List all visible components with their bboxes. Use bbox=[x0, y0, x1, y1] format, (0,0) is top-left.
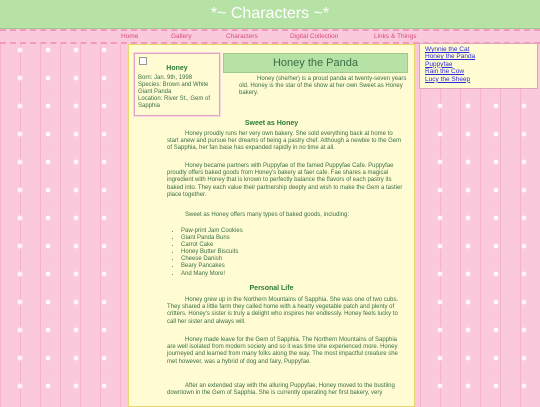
infobox-born: Born: Jan. 9th, 1998 bbox=[138, 75, 193, 81]
list-item: • Giant Panda Buns bbox=[181, 235, 243, 242]
character-infobox bbox=[134, 53, 220, 116]
nav-characters-link[interactable]: Characters bbox=[226, 33, 258, 40]
broken-image-icon bbox=[139, 57, 147, 65]
sidebar-item-lucy[interactable]: Lucy the Sheep bbox=[425, 75, 471, 83]
site-title: *~ Characters ~* bbox=[210, 5, 330, 22]
personal-paragraph-3: After an extended stay with the alluring Puppyfae, Honey moved to the bustling downtown in the Gem of Sapphia. She is currently operating her first bakery, very bbox=[167, 383, 395, 397]
top-nav bbox=[0, 29, 540, 44]
sweet-paragraph-1: Honey proudly runs her very own bakery. She sold everything back at home to start anew and pursue her dreams of being a pastry chef. Although a newbie to the Gem of Sapphia, her fan base has expanded rapidly in no time at all. bbox=[167, 131, 402, 152]
intro-paragraph: Honey (she/her) is a proud panda at twenty-seven years old. Honey is the star of the show at her own Sweet as Honey bakery. bbox=[239, 76, 407, 97]
sidebar-item-honey[interactable]: Honey the Panda bbox=[425, 53, 476, 61]
sweet-paragraph-3: Sweet as Honey offers many types of baked goods, including: bbox=[185, 212, 349, 218]
sidebar-item-wynnie[interactable]: Wynnie the Cat bbox=[425, 46, 470, 53]
section-heading-sweet: Sweet as Honey bbox=[244, 120, 299, 127]
section-heading-personal: Personal Life bbox=[249, 285, 294, 292]
list-item: • Honey Butter Biscuits bbox=[181, 249, 243, 256]
list-item: • And Many More! bbox=[181, 271, 243, 278]
list-item: • Cheese Danish bbox=[181, 256, 243, 263]
character-content-panel bbox=[128, 44, 415, 407]
infobox-species: Species: Brown and White Giant Panda bbox=[138, 82, 209, 95]
list-item: • Paw-print Jam Cookies bbox=[181, 228, 243, 235]
nav-gallery-link[interactable]: Gallery bbox=[171, 33, 192, 40]
site-header bbox=[0, 0, 540, 29]
infobox-name: Honey bbox=[166, 65, 188, 72]
infobox-facts bbox=[138, 75, 218, 110]
character-sidebar bbox=[419, 43, 538, 89]
nav-digital-collection-link[interactable]: Digital Collection bbox=[290, 33, 339, 40]
infobox-location: Location: River St., Gem of Sapphia bbox=[138, 96, 211, 109]
nav-home-link[interactable]: Home bbox=[121, 33, 139, 40]
list-item: • Beary Pancakes bbox=[181, 263, 243, 270]
nav-links-things-link[interactable]: Links & Things bbox=[374, 33, 417, 40]
page-title: Honey the Panda bbox=[223, 53, 408, 73]
list-item: • Carrot Cake bbox=[181, 242, 243, 249]
sidebar-item-puppyfae[interactable]: Puppyfae bbox=[425, 60, 453, 68]
sweet-paragraph-2: Honey became partners with Puppyfae of the famed Puppyfae Cafe. Puppyfae proudly offers baked goods from Honey's bakery at faer cafe. Fae shares a magical ingredient with Honey that is known to perfectly balance the flavors of each pastry its baked into. They each value their partnership deeply and wish to make the Gem a tastier place together. bbox=[167, 163, 403, 198]
personal-paragraph-2: Honey made leave for the Gem of Sapphia. The Northern Mountains of Sapphia are well isolated from modern society and so it was time she experienced more. Honey journeyed and learned from many folks along the way. The most impactful creature she met however, was a hybrid of dog and fairy, Puppyfae. bbox=[167, 337, 398, 365]
baked-goods-list bbox=[167, 228, 243, 278]
personal-paragraph-1: Honey grew up in the Northern Mountains of Sapphia. She was one of two cubs. They shared a little farm they called home with a hearty vegetable patch and plenty of critters. Honey's sister is truly a delight who inspires her endlessly. Honey feels lucky to call her sister and always will. bbox=[167, 297, 399, 325]
sidebar-item-rain[interactable]: Rain the Cow bbox=[425, 68, 465, 76]
